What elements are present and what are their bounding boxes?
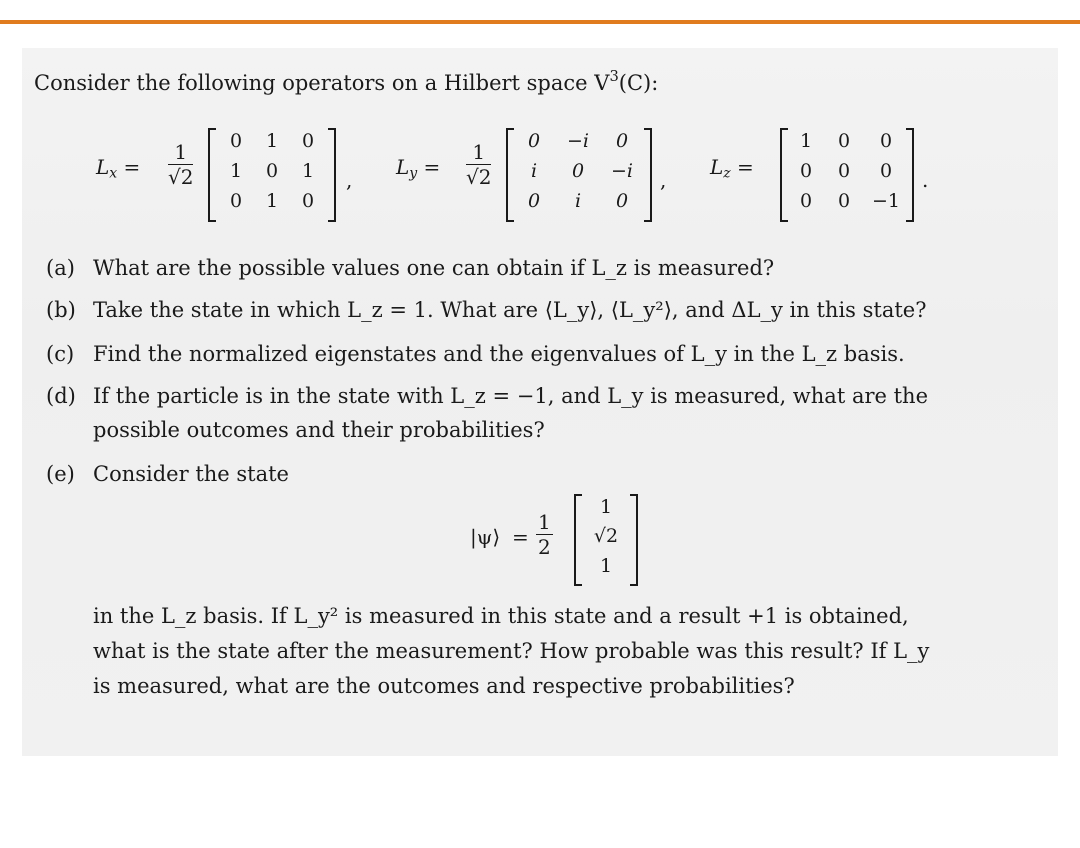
lx-punct: , — [346, 168, 353, 192]
lz-cell: 0 — [837, 160, 851, 182]
lz-cell: 0 — [879, 160, 893, 182]
lx-cell: 0 — [301, 190, 315, 212]
lz-cell: 0 — [799, 190, 813, 212]
lx-cell: 0 — [229, 190, 243, 212]
question-a-text: What are the possible values one can obtain if L_z is measured? — [93, 256, 775, 280]
question-d-line2: possible outcomes and their probabilities? — [93, 418, 545, 442]
lx-matrix — [208, 128, 336, 222]
lz-cell: 1 — [799, 130, 813, 152]
intro-tail: (C): — [618, 71, 659, 95]
ly-cell: i — [574, 190, 582, 212]
ly-lhs: $L_y$ = — [396, 155, 441, 182]
ly-matrix — [506, 128, 652, 222]
state-cell: 1 — [599, 555, 613, 577]
question-d-label: (d) — [46, 384, 76, 408]
lx-lhs: $L_x$ = — [96, 155, 141, 182]
ly-cell: 0 — [615, 130, 629, 152]
ly-cell: 0 — [527, 190, 541, 212]
question-d-line1: If the particle is in the state with L_z = −1, and L_y is measured, what are the — [93, 384, 928, 408]
intro-label: Consider the following operators on a Hilbert space V — [34, 71, 610, 95]
question-e-label: (e) — [46, 462, 75, 486]
lz-lhs: $L_z$ = — [710, 155, 754, 182]
ly-cell: i — [530, 160, 538, 182]
lz-cell: 0 — [837, 190, 851, 212]
lx-cell: 1 — [265, 130, 279, 152]
state-vector — [574, 494, 638, 586]
question-c-text: Find the normalized eigenstates and the eigenvalues of L_y in the L_z basis. — [93, 342, 905, 366]
ly-punct: , — [660, 168, 667, 192]
lx-cell: 0 — [229, 130, 243, 152]
lz-cell: 0 — [799, 160, 813, 182]
question-e-line3: is measured, what are the outcomes and respective probabilities? — [93, 674, 795, 698]
ly-fraction: $\frac{1}{√2}$ — [466, 140, 492, 189]
question-c-label: (c) — [46, 342, 75, 366]
question-b-text: Take the state in which L_z = 1. What are ⟨L_y⟩, ⟨L_y²⟩, and ΔL_y in this state? — [93, 298, 927, 322]
lx-cell: 1 — [301, 160, 315, 182]
question-e-text: Consider the state — [93, 462, 289, 486]
ly-cell: 0 — [571, 160, 585, 182]
lx-fraction: $\frac{1}{√2}$ — [168, 140, 194, 189]
question-e-line1: in the L_z basis. If L_y² is measured in this state and a result +1 is obtained, — [93, 604, 909, 628]
state-ket: |ψ⟩ — [470, 525, 501, 549]
state-equals: = — [512, 525, 529, 549]
intro-text — [34, 70, 658, 95]
lz-cell: 0 — [837, 130, 851, 152]
intro-superscript: 3 — [609, 68, 619, 86]
lz-cell: 0 — [879, 130, 893, 152]
ly-cell: 0 — [615, 190, 629, 212]
top-accent-rule — [0, 20, 1080, 24]
lz-cell: −1 — [871, 190, 900, 212]
question-e-line2: what is the state after the measurement? How probable was this result? If L_y — [93, 639, 930, 663]
ly-cell: −i — [611, 160, 633, 182]
state-fraction: $\frac{1}{2}$ — [538, 510, 551, 559]
question-a-label: (a) — [46, 256, 75, 280]
state-cell: √2 — [593, 525, 619, 547]
ly-cell: 0 — [527, 130, 541, 152]
question-b-label: (b) — [46, 298, 76, 322]
state-cell: 1 — [599, 496, 613, 518]
lz-punct: . — [922, 168, 929, 192]
lx-cell: 1 — [229, 160, 243, 182]
lx-cell: 0 — [265, 160, 279, 182]
lz-matrix — [780, 128, 914, 222]
lx-cell: 0 — [301, 130, 315, 152]
lx-cell: 1 — [265, 190, 279, 212]
ly-cell: −i — [567, 130, 589, 152]
